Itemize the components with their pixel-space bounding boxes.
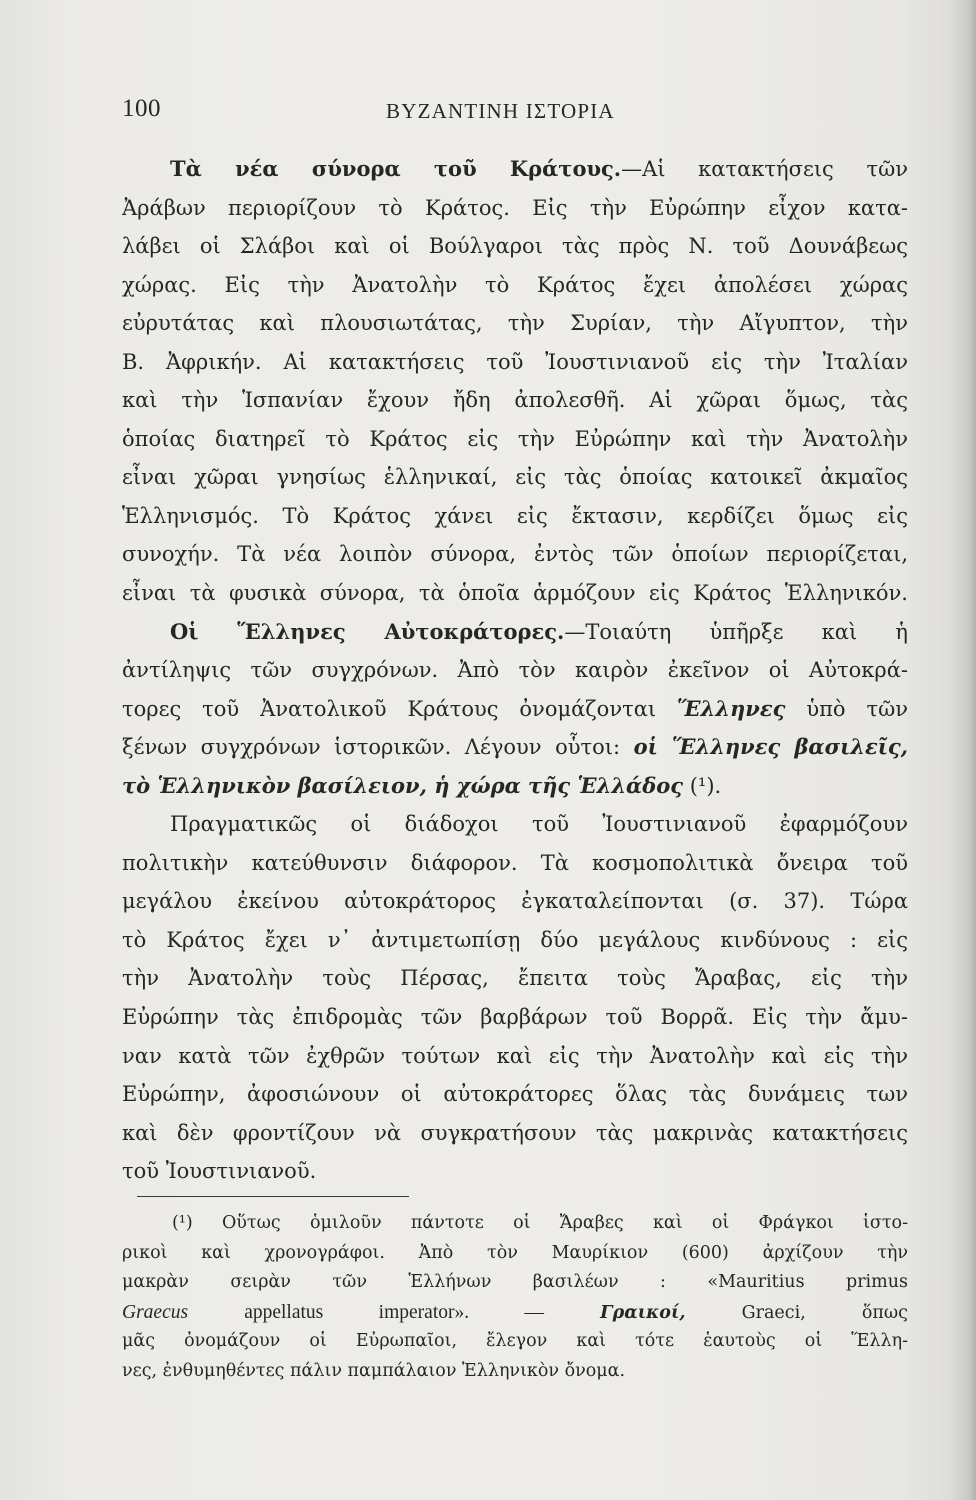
footnote [122, 1209, 908, 1386]
text-line: καὶ τὴν Ἱσπανίαν ἔχουν ἤδη ἀπολεσθῆ. Αἱ χῶραι ὅμως, τὰς [122, 388, 908, 413]
text-line: Εὐρώπην τὰς ἐπιδρομὰς τῶν βαρβάρων τοῦ Βορρᾶ. Εἰς τὴν ἄμυ- [122, 1005, 908, 1030]
footnote-line: μᾶς ὀνομάζουν οἱ Εὐρωπαῖοι, ἔλεγον καὶ τότε ἑαυτοὺς οἱ Ἕλλη- [122, 1331, 908, 1351]
text-line: λάβει οἱ Σλάβοι καὶ οἱ Βούλγαροι τὰς πρὸς Ν. τοῦ Δουνάβεως [122, 234, 908, 259]
text-line: εἶναι τὰ φυσικὰ σύνορα, τὰ ὁποῖα ἁρμόζουν εἰς Κράτος Ἑλληνικόν. [122, 581, 908, 606]
text-line: ναν κατὰ τῶν ἐχθρῶν τούτων καὶ εἰς τὴν Ἀνατολὴν καὶ εἰς τὴν [122, 1043, 908, 1068]
text-line: καὶ δὲν φροντίζουν νὰ συγκρατήσουν τὰς μακρινὰς κατακτήσεις [122, 1120, 908, 1145]
text-line: ἀντίληψις τῶν συγχρόνων. Ἀπὸ τὸν καιρὸν ἐκεῖνον οἱ Αὐτοκρά- [122, 658, 908, 683]
footnote-divider [137, 1196, 409, 1197]
text-line: πολιτικὴν κατεύθυνσιν διάφορον. Τὰ κοσμοπολιτικὰ ὄνειρα τοῦ [122, 850, 908, 875]
body-text [122, 150, 908, 1191]
latin-term: Graecus [122, 1301, 189, 1323]
text-line [122, 767, 908, 806]
emphasis-term: Γραικοί, [600, 1302, 686, 1323]
text-line: Τὰ νέα σύνορα τοῦ Κράτους.—Αἱ κατακτήσεις τῶν [170, 156, 908, 181]
text-line: μεγάλου ἐκείνου αὐτοκράτορος ἐγκαταλείπονται (σ. 37). Τώρα [122, 889, 908, 914]
footnote-line: μακρὰν σειρὰν τῶν Ἑλλήνων βασιλέων : «Mauritius primus [122, 1272, 908, 1292]
emphasis-term: οἱ Ἕλληνες βασιλεῖς, [633, 734, 908, 760]
footnote-line: νες, ἐνθυμηθέντες πάλιν παμπάλαιον Ἑλληνικὸν ὄνομα. [122, 1360, 626, 1381]
text-line: τορες τοῦ Ἀνατολικοῦ Κράτους ὀνομάζονται Ἕλληνες ὑπὸ τῶν [122, 695, 908, 721]
text-line: τὸ Κράτος ἔχει ν᾽ ἀντιμετωπίσῃ δύο μεγάλους κινδύνους : εἰς [122, 927, 908, 952]
text-line: συνοχήν. Τὰ νέα λοιπὸν σύνορα, ἐντὸς τῶν ὁποίων περιορίζεται, [122, 542, 908, 567]
text-line: ξένων συγχρόνων ἱστορικῶν. Λέγουν οὗτοι: οἱ Ἕλληνες βασιλεῖς, [122, 734, 908, 760]
text-line: ὁποίας διατηρεῖ τὸ Κράτος εἰς τὴν Εὐρώπην καὶ τὴν Ἀνατολὴν [122, 426, 908, 451]
text-line: εἶναι χῶραι γνησίως ἑλληνικαί, εἰς τὰς ὁποίας κατοικεῖ ἀκμαῖος [122, 465, 908, 490]
text-line: Πραγματικῶς οἱ διάδοχοι τοῦ Ἰουστινιανοῦ ἐφαρμόζουν [170, 812, 908, 837]
text-line: εὐρυτάτας καὶ πλουσιωτάτας, τὴν Συρίαν, τὴν Αἴγυπτον, τὴν [122, 311, 908, 336]
page-header [122, 95, 912, 135]
footnote-ref: (¹). [689, 773, 722, 798]
emphasis-term: Ἕλληνες [677, 695, 786, 721]
running-title: ΒΥΖΑΝΤΙΝΗ ΙΣΤΟΡΙΑ [386, 99, 615, 123]
text-line: χώρας. Εἰς τὴν Ἀνατολὴν τὸ Κράτος ἔχει ἀπολέσει χώρας [122, 272, 908, 297]
text-line: Εὐρώπην, ἀφοσιώνουν οἱ αὐτοκράτορες ὅλας τὰς δυνάμεις των [122, 1082, 908, 1107]
text-line: τοῦ Ἰουστινιανοῦ. [122, 1159, 317, 1184]
page-edge-shadow [950, 0, 976, 1500]
emphasis-term: τὸ Ἑλληνικὸν βασίλειον, ἡ χώρα τῆς Ἑλλάδος [122, 772, 684, 798]
text-line: Ἀράβων περιορίζουν τὸ Κράτος. Εἰς τὴν Εὐρώπην εἶχον κατα- [122, 195, 908, 220]
text-line: Ἑλληνισμός. Τὸ Κράτος χάνει εἰς ἔκτασιν, κερδίζει ὅμως εἰς [122, 503, 908, 528]
text-line: Β. Ἀφρικήν. Αἱ κατακτήσεις τοῦ Ἰουστινιανοῦ εἰς τὴν Ἰταλίαν [122, 349, 908, 374]
footnote-line: Graecus appellatus imperator». — Γραικοί, Graeci, ὅπως [122, 1301, 908, 1323]
page-number: 100 [122, 95, 161, 122]
text-line: τὴν Ἀνατολὴν τοὺς Πέρσας, ἔπειτα τοὺς Ἄραβας, εἰς τὴν [122, 966, 908, 991]
footnote-line: ρικοὶ καὶ χρονογράφοι. Ἀπὸ τὸν Μαυρίκιον (600) ἀρχίζουν τὴν [122, 1242, 908, 1263]
text-line: Οἱ Ἕλληνες Αὐτοκράτορες.—Τοιαύτη ὑπῆρξε καὶ ἡ [170, 618, 908, 644]
footnote-line: (¹) Οὕτως ὁμιλοῦν πάντοτε οἱ Ἄραβες καὶ οἱ Φράγκοι ἱστο- [172, 1213, 908, 1233]
section-heading: Τὰ νέα σύνορα τοῦ Κράτους. [170, 156, 622, 181]
section-heading: Οἱ Ἕλληνες Αὐτοκράτορες. [170, 618, 565, 644]
